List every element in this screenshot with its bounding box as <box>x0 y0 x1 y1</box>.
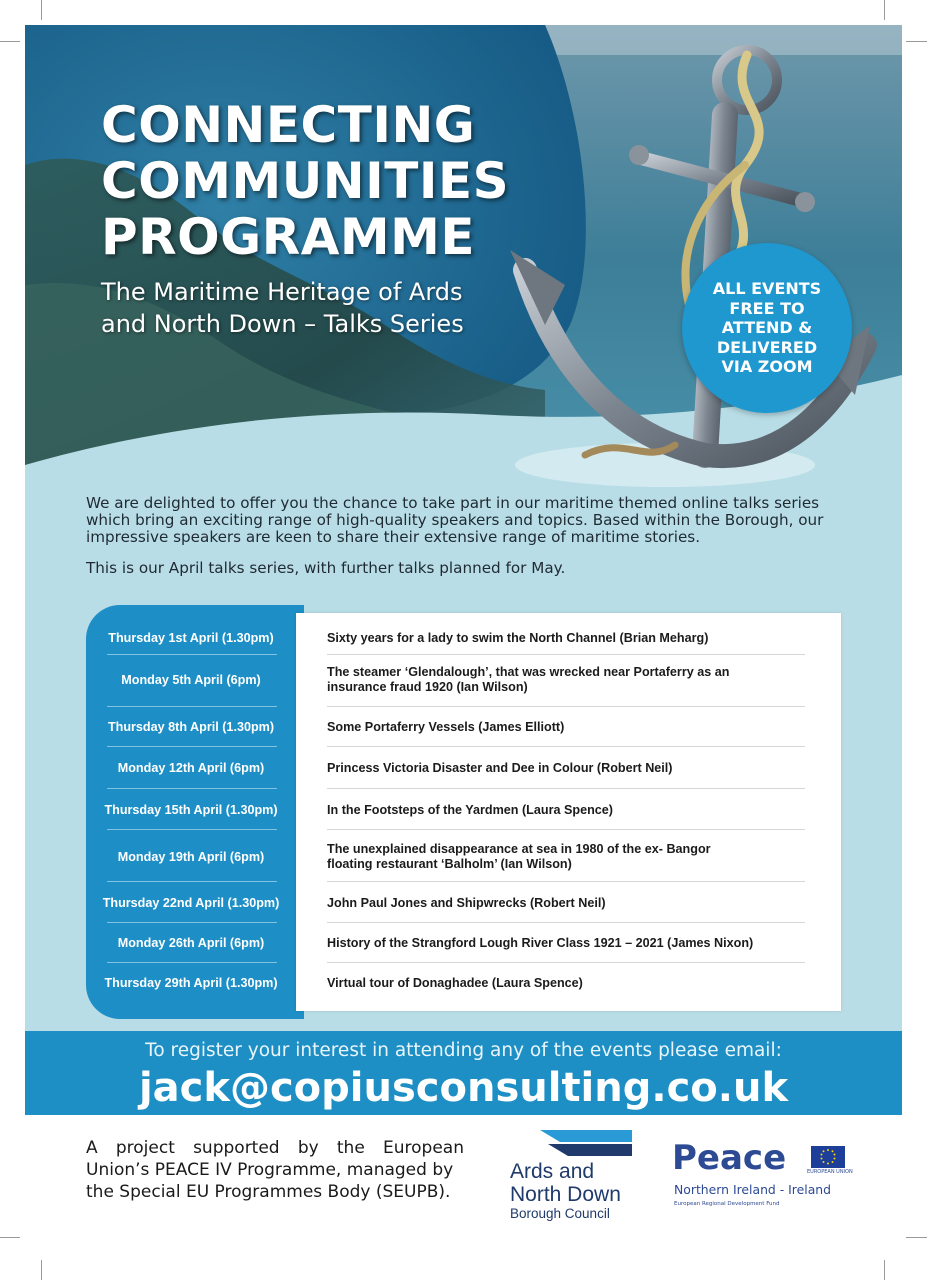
subtitle-line: The Maritime Heritage of Ards <box>101 278 463 306</box>
peace-fund: European Regional Development Fund <box>674 1201 780 1207</box>
event-divider <box>327 829 805 830</box>
event-title <box>327 655 802 705</box>
eu-flag-icon <box>811 1146 845 1168</box>
crop-mark <box>884 0 885 20</box>
event-divider <box>327 881 805 882</box>
event-divider <box>327 706 805 707</box>
intro-note: This is our April talks series, with further talks planned for May. <box>86 559 566 577</box>
date-divider <box>107 706 277 707</box>
council-subtitle: Borough Council <box>510 1206 610 1221</box>
event-title <box>327 884 802 922</box>
event-title-line: John Paul Jones and Shipwrecks (Robert Neil) <box>327 895 606 910</box>
hero-banner <box>25 25 902 495</box>
council-name <box>510 1160 650 1206</box>
intro-line: We are delighted to offer you the chance to take part in our maritime themed online talks series <box>86 494 820 512</box>
council-name-line: Ards and <box>510 1160 595 1183</box>
free-events-badge <box>682 243 852 413</box>
date-divider <box>107 962 277 963</box>
support-statement <box>86 1137 464 1203</box>
register-banner <box>25 1031 902 1115</box>
date-divider <box>107 881 277 882</box>
event-date: Monday 12th April (6pm) <box>117 761 265 775</box>
event-title-line: Virtual tour of Donaghadee (Laura Spence) <box>327 975 583 990</box>
event-title-line: Sixty years for a lady to swim the North Channel (Brian Meharg) <box>327 630 709 645</box>
event-date: Thursday 15th April (1.30pm) <box>104 803 278 817</box>
event-date: Thursday 22nd April (1.30pm) <box>102 896 280 910</box>
badge-text: ALL EVENTS FREE TO ATTEND & DELIVERED VIA ZOOM <box>712 279 822 377</box>
date-divider <box>107 746 277 747</box>
subtitle <box>101 276 541 340</box>
intro-paragraph <box>86 495 848 546</box>
register-text: To register your interest in attending any of the events please email: <box>145 1040 782 1061</box>
peace-wordmark: Peace <box>672 1138 787 1178</box>
intro-line: impressive speakers are keen to share their extensive range of maritime stories. <box>86 528 701 546</box>
poster <box>25 25 902 1115</box>
event-divider <box>327 654 805 655</box>
event-date: Monday 19th April (6pm) <box>117 850 265 864</box>
support-line: A project supported by the European <box>86 1138 464 1158</box>
support-line: the Special EU Programmes Body (SEUPB). <box>86 1182 451 1202</box>
crop-mark <box>41 1260 42 1280</box>
eu-label: EUROPEAN UNION <box>807 1169 853 1175</box>
event-title-line: Princess Victoria Disaster and Dee in Colour (Robert Neil) <box>327 760 673 775</box>
event-title-line: floating restaurant ‘Balholm’ (Ian Wilson) <box>327 857 572 871</box>
event-date: Monday 26th April (6pm) <box>117 936 265 950</box>
event-title-line: The steamer ‘Glendalough’, that was wrecked near Portaferry as an <box>327 665 730 679</box>
council-wave-icon <box>540 1130 640 1158</box>
date-divider <box>107 788 277 789</box>
event-title <box>327 749 802 787</box>
peace-region: Northern Ireland - Ireland <box>674 1182 831 1197</box>
crop-mark <box>0 41 20 42</box>
register-email-link[interactable]: jack@copiusconsulting.co.uk <box>138 1065 789 1111</box>
event-title-line: The unexplained disappearance at sea in 1980 of the ex- Bangor <box>327 842 711 856</box>
event-title-line: History of the Strangford Lough River Class 1921 – 2021 (James Nixon) <box>327 935 754 950</box>
event-title <box>327 623 802 653</box>
event-date: Thursday 1st April (1.30pm) <box>108 631 274 645</box>
date-divider <box>107 922 277 923</box>
council-name-line: North Down <box>510 1183 621 1206</box>
event-divider <box>327 922 805 923</box>
crop-mark <box>884 1260 885 1280</box>
crop-mark <box>0 1237 20 1238</box>
title-line: CONNECTING <box>101 96 476 154</box>
event-title <box>327 924 802 962</box>
crop-mark <box>906 41 927 42</box>
event-divider <box>327 746 805 747</box>
page-title <box>101 97 509 265</box>
support-line: Union’s PEACE IV Programme, managed by <box>86 1160 454 1180</box>
event-divider <box>327 962 805 963</box>
intro-line: which bring an exciting range of high-quality speakers and topics. Based within the Borough, our <box>86 511 824 529</box>
peace-logo <box>672 1140 852 1210</box>
event-title <box>327 790 802 830</box>
crop-mark <box>41 0 42 20</box>
event-date: Monday 5th April (6pm) <box>121 673 261 687</box>
event-title-line: Some Portaferry Vessels (James Elliott) <box>327 719 565 734</box>
event-date: Thursday 8th April (1.30pm) <box>107 720 275 734</box>
event-divider <box>327 788 805 789</box>
event-title-line: In the Footsteps of the Yardmen (Laura Spence) <box>327 802 613 817</box>
subtitle-line: and North Down – Talks Series <box>101 310 464 338</box>
crop-mark <box>906 1237 927 1238</box>
title-line: PROGRAMME <box>101 208 476 266</box>
event-date: Thursday 29th April (1.30pm) <box>104 976 278 990</box>
event-title-line: insurance fraud 1920 (Ian Wilson) <box>327 680 528 694</box>
event-title <box>327 708 802 746</box>
date-divider <box>107 829 277 830</box>
date-divider <box>107 654 277 655</box>
event-title <box>327 832 802 882</box>
title-line: COMMUNITIES <box>101 152 510 210</box>
event-title <box>327 964 802 1002</box>
